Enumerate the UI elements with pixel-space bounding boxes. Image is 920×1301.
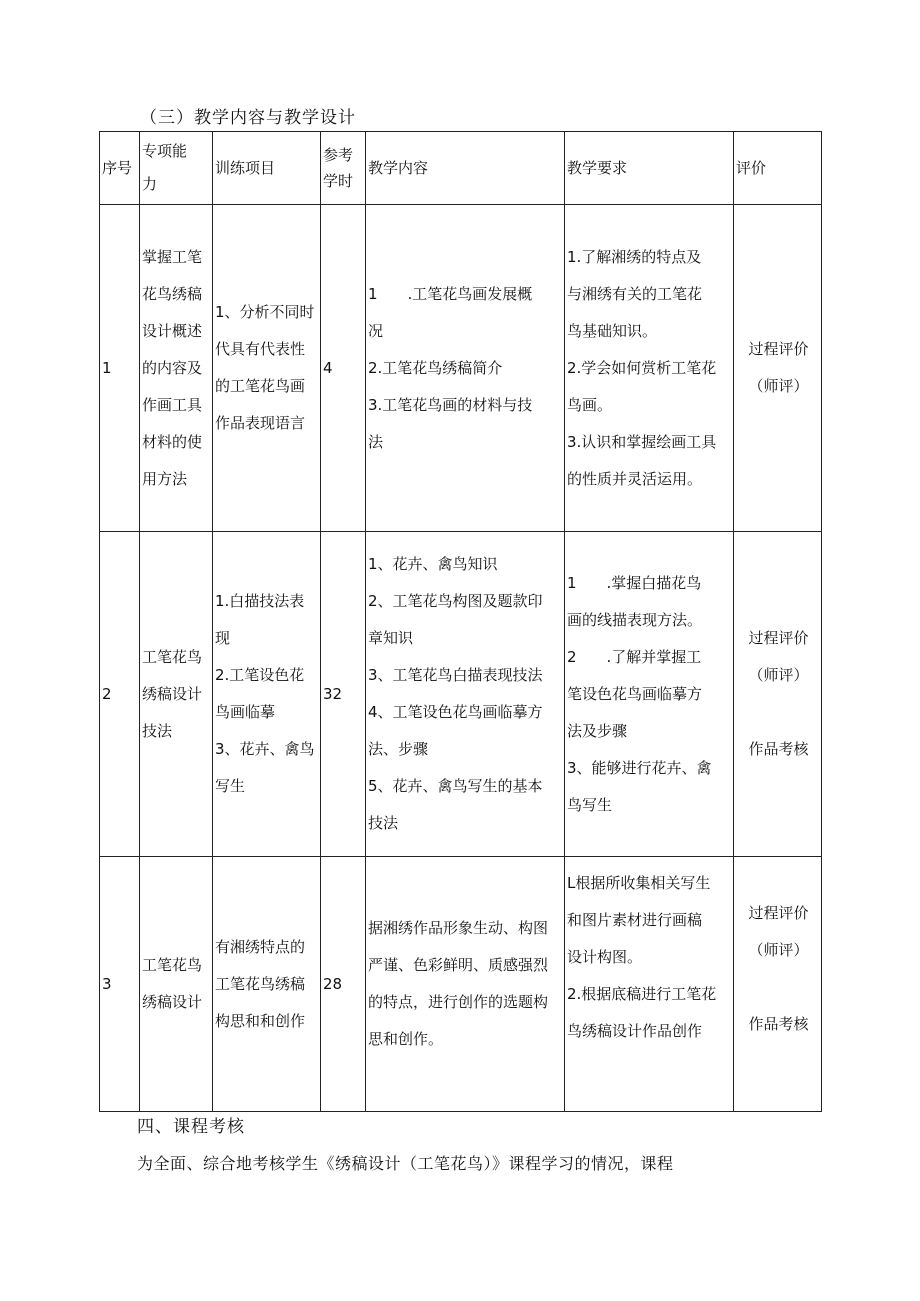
row-project: 1.白描技法表 现 2.工笔设色花 鸟画临摹 3、花卉、禽鸟 写生 bbox=[213, 532, 321, 857]
course-assessment-heading: 四、课程考核 bbox=[137, 1117, 245, 1137]
row-requirement: 1 .掌握白描花鸟 画的线描表现方法。 2 .了解并掌握工 笔设色花鸟画临摹方 法及步骤 3、能够进行花卉、禽 鸟写生 bbox=[565, 532, 734, 857]
row-requirement: 1.了解湘绣的特点及 与湘绣有关的工笔花 鸟基础知识。 2.学会如何赏析工笔花 鸟画。 3.认识和掌握绘画工具 的性质并灵活运用。 bbox=[565, 205, 734, 532]
row-no: 1 bbox=[100, 205, 140, 532]
header-project: 训练项目 bbox=[213, 132, 321, 205]
row-no: 2 bbox=[100, 532, 140, 857]
row-ability: 掌握工笔 花鸟绣稿 设计概述 的内容及 作画工具 材料的使 用方法 bbox=[140, 205, 213, 532]
row-project: 有湘绣特点的 工笔花鸟绣稿 构思和和创作 bbox=[213, 857, 321, 1112]
teaching-design-table bbox=[99, 131, 822, 1112]
table-row bbox=[100, 857, 822, 1112]
row-content: 1、花卉、禽鸟知识 2、工笔花鸟构图及题款印 章知识 3、工笔花鸟白描表现技法 4、工笔设色花鸟画临摹方 法、步骤 5、花卉、禽鸟写生的基本 技法 bbox=[366, 532, 565, 857]
header-ability: 专项能 力 bbox=[140, 132, 213, 205]
row-evaluation: 过程评价 （师评） 作品考核 bbox=[734, 857, 822, 1112]
row-ability: 工笔花鸟 绣稿设计 bbox=[140, 857, 213, 1112]
row-requirement: L根据所收集相关写生 和图片素材进行画稿 设计构图。 2.根据底稿进行工笔花 鸟绣稿设计作品创作 bbox=[565, 857, 734, 1112]
course-assessment-paragraph: 为全面、综合地考核学生《绣稿设计（工笔花鸟）》课程学习的情况，课程 bbox=[137, 1154, 674, 1173]
table-row bbox=[100, 205, 822, 532]
header-hours: 参考 学时 bbox=[321, 132, 366, 205]
section-title: （三）教学内容与教学设计 bbox=[140, 108, 356, 128]
row-evaluation: 过程评价 （师评） 作品考核 bbox=[734, 532, 822, 857]
row-hours: 4 bbox=[321, 205, 366, 532]
row-project: 1、分析不同时 代具有代表性 的工笔花鸟画 作品表现语言 bbox=[213, 205, 321, 532]
header-evaluation: 评价 bbox=[734, 132, 822, 205]
header-content: 教学内容 bbox=[366, 132, 565, 205]
row-evaluation: 过程评价 （师评） bbox=[734, 205, 822, 532]
row-content: 1 .工笔花鸟画发展概 况 2.工笔花鸟绣稿简介 3.工笔花鸟画的材料与技 法 bbox=[366, 205, 565, 532]
row-ability: 工笔花鸟 绣稿设计 技法 bbox=[140, 532, 213, 857]
table-header-row bbox=[100, 132, 822, 205]
row-no: 3 bbox=[100, 857, 140, 1112]
header-requirement: 教学要求 bbox=[565, 132, 734, 205]
row-hours: 32 bbox=[321, 532, 366, 857]
header-no: 序号 bbox=[100, 132, 140, 205]
table-row bbox=[100, 532, 822, 857]
row-content: 据湘绣作品形象生动、构图 严谨、色彩鲜明、质感强烈 的特点，进行创作的选题构 思和创作。 bbox=[366, 857, 565, 1112]
row-hours: 28 bbox=[321, 857, 366, 1112]
